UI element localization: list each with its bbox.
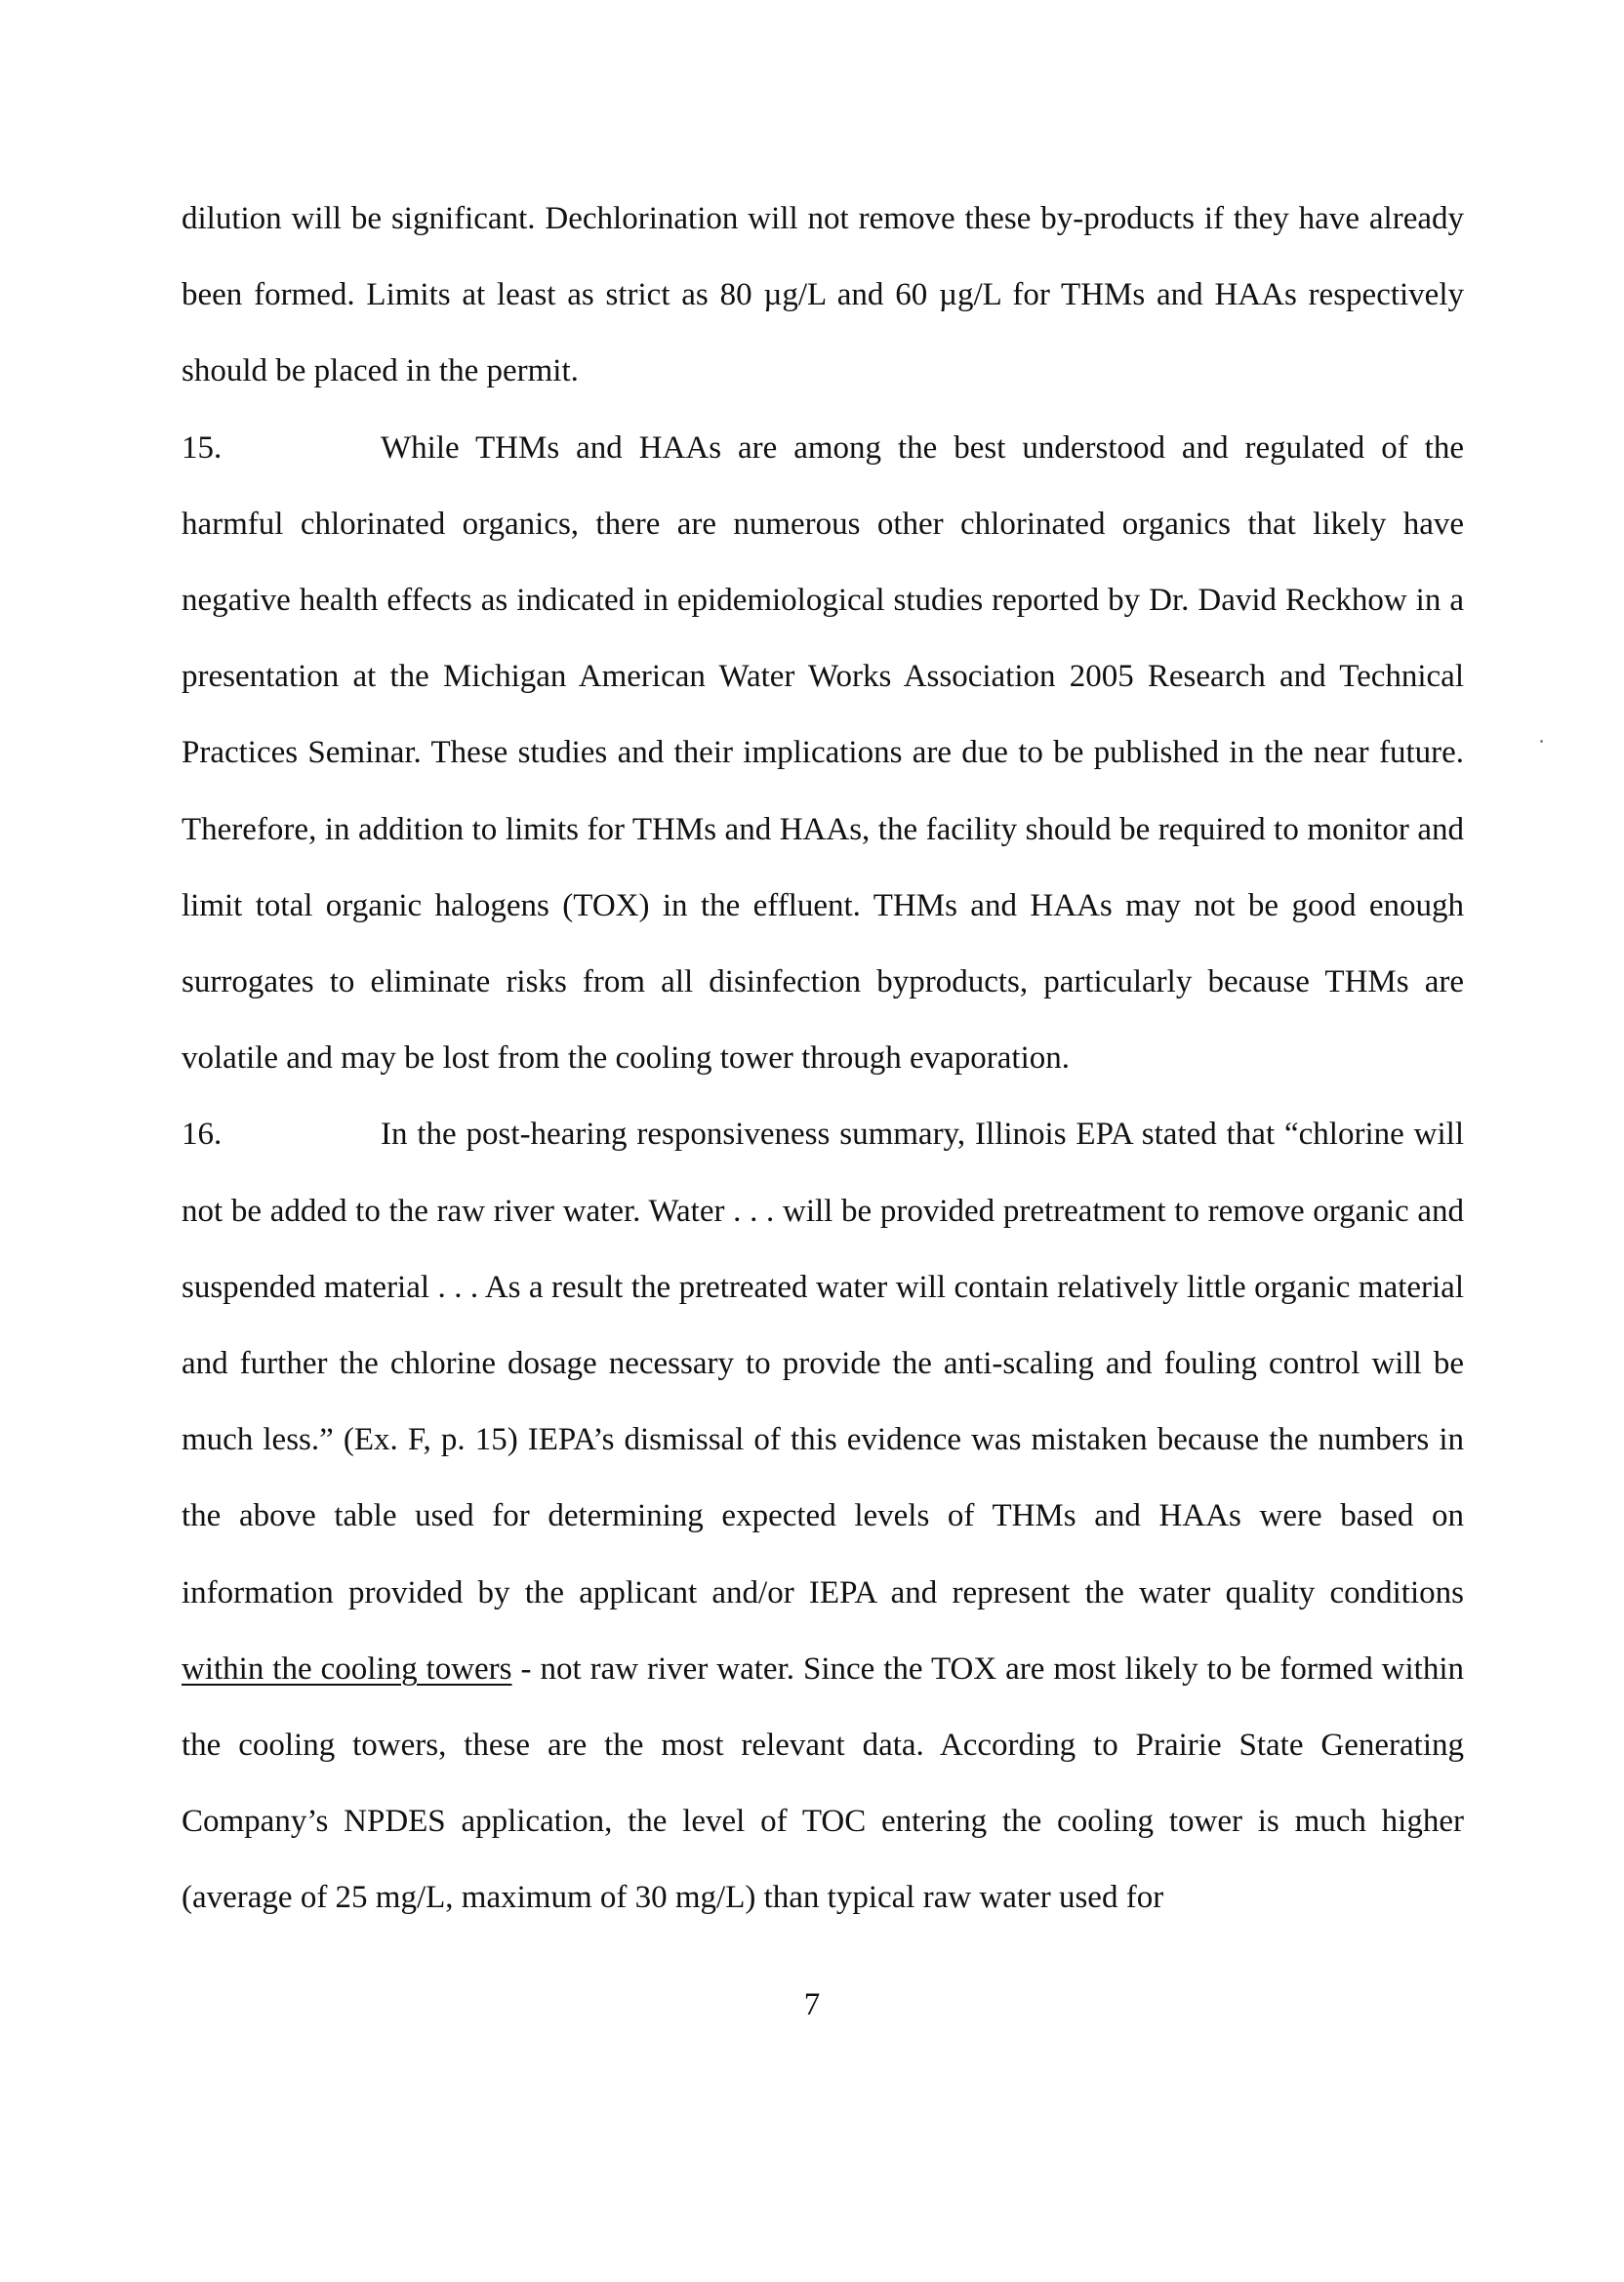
page-number: 7 [803,1987,821,2022]
scan-artifact [1540,740,1543,743]
paragraph-15-number: 15. [182,429,223,466]
document-body [182,181,1464,1936]
paragraph-16-text-after: - not raw river water. Since the TOX are most likely to be formed within the cooling towers, these are the most relevant data. According to Prairie State Generating Company’s NPDES application, the level of TOC entering the cooling tower is much higher (average of 25 mg/L, maximum of 30 mg/L) than typical raw water used for [182,1650,1465,1916]
paragraph-16-number: 16. [182,1117,223,1153]
paragraph-continued-text: dilution will be significant. Dechlorination will not remove these by-products if they have already been formed. Limits at least as strict as 80 µg/L and 60 µg/L for THMs and HAAs respectively should be placed in the permit. [182,201,1464,389]
paragraph-continued [182,181,1464,410]
paragraph-15-text: While THMs and HAAs are among the best understood and regulated of the harmful chlorinated organics, there are numerous other chlorinated organics that likely have negative health effects as indicated in epidemiological studies reported by Dr. David Reckhow in a presentation at the Michigan American Water Works Association 2005 Research and Technical Practices Seminar. These studies and their implications are due to be published in the near future. Therefore, in addition to limits for THMs and HAAs, the facility should be required to monitor and limit total organic halogens (TOX) in the effluent. THMs and HAAs may not be good enough surrogates to eliminate risks from all disinfection byproducts, particularly because THMs are volatile and may be lost from the cooling tower through evaporation. [182,429,1464,1077]
paragraph-15 [182,410,1464,1097]
paragraph-16-underlined-phrase: within the cooling towers [182,1650,512,1687]
paragraph-16 [182,1096,1464,1936]
paragraph-16-text-before: In the post-hearing responsiveness summary, Illinois EPA stated that “chlorine will not be added to the raw river water. Water . . . will be provided pretreatment to remove organic and suspended material . . . As a result the pretreated water will contain relatively little organic material and further the chlorine dosage necessary to provide the anti-scaling and fouling control will be much less.” (Ex. F, p. 15) IEPA’s dismissal of this evidence was mistaken because the numbers in the above table used for determining expected levels of THMs and HAAs were based on information provided by the applicant and/or IEPA and represent the water quality conditions [182,1117,1464,1610]
